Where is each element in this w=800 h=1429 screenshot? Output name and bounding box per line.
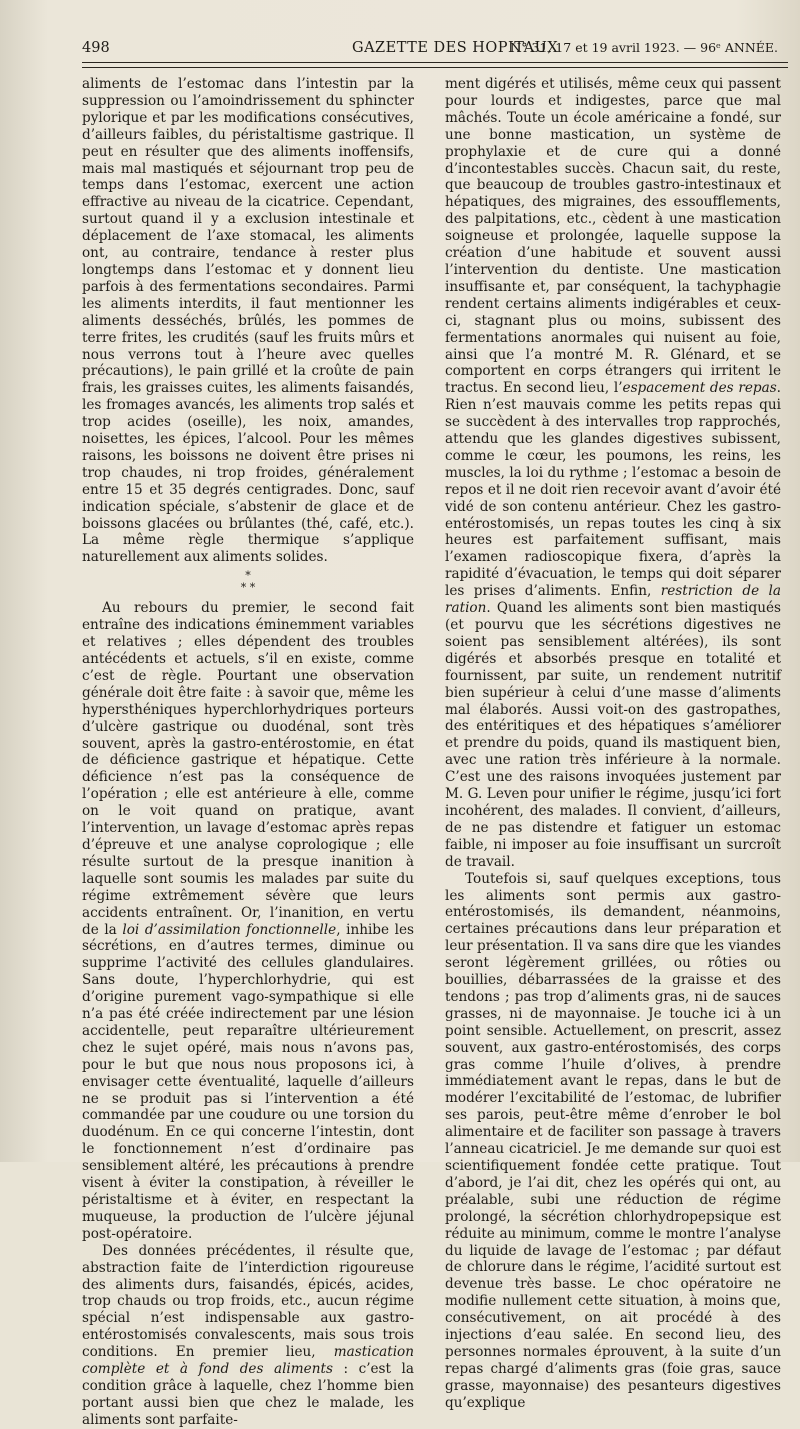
header-rule-thick [82,62,788,63]
emphasis: espacement des repas [622,380,777,397]
text-run: Au rebours du premier, le second fait entraîne des indications éminemment variables et relatives ; elles dépendent des troubles antécédents et actuels, s’il en existe, comme c’est de règle. Pourtant une observation générale doit être faite : à savoir que, même les hypersthéniques hyperchlorhydriques porteurs d’ulcère gastrique ou duodénal, sont très souvent, après la gastro-entérostomie, en état de déficience gastrique et hépatique. Cette déficience n’est pas la conséquence de l’opération ; elle est antérieure à elle, comme on le voit quand on pratique, avant l’intervention, un lavage d’estomac après repas d’épreuve et une analyse coprologique ; elle résulte surtout de la presque inanition à laquelle sont soumis les malades par suite du régime extrêmement sévère que leurs accidents entraînent. Or, l’inanition, en vertu de la [82,600,414,938]
emphasis: mastication complète et à fond des aliments [82,1344,414,1378]
text-run: ment digérés et utilisés, même ceux qui passent pour lourds et indigestes, parce que mal mâchés. Toute un école américaine a fondé, sur une bonne mastication, un système de prophylaxie et de cure qui a donné d’incontestables succès. Chacun sait, du reste, que beaucoup de troubles gastro-intestinaux et hépatiques, des migraines, des essoufflements, des palpitations, etc., cèdent à une mastication soigneuse et prolongée, laquelle suppose la création d’une habitude et souvent aussi l’intervention du dentiste. Une mastication insuffisante et, par conséquent, la tachyphagie rendent certains aliments indigérables et ceux-ci, stagnant plus ou moins, subissent des fermentations anormales qui nuisent au foie, ainsi que l’a montré M. R. Glénard, et se comportent en corps étrangers qui irritent le tractus. En second lieu, l’ [445,76,781,397]
separator-stars: * * [240,581,256,595]
left-column [82,76,414,1429]
text-run: , inhibe les sécrétions, en d’autres termes, diminue ou supprime l’activité des cellules glandulaires. Sans doute, l’hyperchlorhydrie, qui est d’origine purement vago-sympathique si elle n’a pas été créée indirectement par une lésion accidentelle, peut reparaître ultérieurement chez le sujet opéré, mais nous n’avons pas, pour le but que nous nous proposons ici, à envisager cette éventualité, laquelle d’ailleurs ne se produit pas si l’intervention a été commandée par une coudure ou une torsion du duodénum. En ce qui concerne l’intestin, dont le fonctionnement n’est d’ordinaire pas sensiblement altéré, les précautions à prendre visent à éviter la constipation, à réveiller le péristaltisme et à éviter, en respectant la muqueuse, la production de l’ulcère jéjunal post-opératoire. [82,921,414,1242]
text-run: Des données précédentes, il résulte que, abstraction faite de l’interdiction rigoureuse des aliments durs, faisandés, épicés, acides, trop chauds ou trop froids, etc., aucun régime spécial n’est indispensable aux gastro-entérostomisés convalescents, mais sous trois conditions. En premier lieu, [82,1242,414,1361]
text-run: . Rien n’est mauvais comme les petits repas qui se succèdent à des intervalles trop rapprochés, attendu que les glandes digestives subissent, comme le cœur, les poumons, les reins, les muscles, la loi du rythme ; l’estomac a besoin de repos et il ne doit rien recevoir avant d’avoir été vidé de son contenu antérieur. Chez les gastro-entérostomisés, un repas toutes les cinq à six heures est parfaitement suffisant, mais l’examen radioscopique fixera, d’après la rapidité d’évacuation, le temps qui doit séparer les prises d’aliments. Enfin, [445,380,781,600]
text-run: : c’est la condition grâce à laquelle, chez l’homme bien portant aussi bien que chez le malade, les aliments sont parfaite- [82,1361,414,1428]
right-column [445,76,781,1412]
paragraph: Toutefois si, sauf quelques exceptions, tous les aliments sont permis aux gastro-entérostomisés, ils demandent, néanmoins, certaines précautions dans leur préparation et leur présentation. Il va sans dire que les viandes seront légèrement grillées, ou rôties ou bouillies, débarrassées de la graisse et des tendons ; pas trop d’aliments gras, ni de sauces grasses, ni de mayonnaise. Je touche ici à un point sensible. Actuellement, on prescrit, assez souvent, aux gastro-entérostomisés, des corps gras comme l’huile d’olives, à prendre immédiatement avant le repas, dans le but de modérer l’excitabilité de l’estomac, de lubrifier ses parois, peut-être même d’enrober le bol alimentaire et de faciliter son passage à travers l’anneau cicatriciel. Je me demande sur quoi est scientifiquement fondée cette pratique. Tout d’abord, je l’ai dit, chez les opérés qui ont, au préalable, subi une réduction de régime prolongé, la sécrétion chlorhydropepsique est réduite au minimum, comme le montre l’analyse du liquide de lavage de l’estomac ; par défaut de chlorure dans le régime, l’acidité surtout est devenue très basse. Le choc opératoire ne modifie nullement cette situation, à moins que, consécutivement, on ait procédé à des injections d’eau salée. En second lieu, des personnes normales éprouvent, à la suite d’un repas chargé d’aliments gras (foie gras, sauce grasse, mayonnaise) des pesanteurs digestives qu’explique [445,870,781,1411]
text-run: . Quand les aliments sont bien mastiqués (et pourvu que les sécrétions digestives ne soient pas sensiblement altérées), ils sont digérés et absorbés presque en totalité et fournissent, par suite, un rendement nutritif bien supérieur à celui d’une masse d’aliments mal élaborés. Aussi voit-on des gastropathes, des entéritiques et des hépatiques s’améliorer et prendre du poids, quand ils mastiquent bien, avec une ration très inférieure à la normale. C’est une des raisons invoquées justement par M. G. Leven pour unifier le régime, jusqu’ici fort incohérent, des malades. Il convient, d’ailleurs, de ne pas distendre et fatiguer un estomac faible, ni imposer au foie insuffisant un surcroît de travail. [445,600,781,870]
journal-title: GAZETTE DES HOPITAUX [352,40,559,56]
paragraph [82,600,414,1242]
emphasis: restriction de la ration [445,583,781,617]
paragraph: aliments de l’estomac dans l’intestin par la suppression ou l’amoindrissement du sphincter pylorique et par les modifications consécutives, d’ailleurs faibles, du péristaltisme gastrique. Il peut en résulter que des aliments inoffensifs, mais mal mastiqués et séjournant trop peu de temps dans l’estomac, exercent une action effractive au niveau de la cicatrice. Cependant, surtout quand il y a exclusion intestinale et déplacement de l’axe stomacal, les aliments ont, au contraire, tendance à rester plus longtemps dans l’estomac et y donnent lieu parfois à des fermentations secondaires. Parmi les aliments interdits, il faut mentionner les aliments desséchés, brûlés, les pommes de terre frites, les crudités (sauf les fruits mûrs et nous verrons tout à l’heure avec quelles précautions), le pain grillé et la croûte de pain frais, les graisses cuites, les aliments faisandés, les fromages avancés, les aliments trop salés et trop acides (oseille), les noix, amandes, noisettes, les épices, l’alcool. Pour les mêmes raisons, les boissons ne doivent être prises ni trop chaudes, ni trop froides, généralement entre 15 et 35 degrés centigrades. Donc, sauf indication spéciale, s’abstenir de glace et de boissons glacées ou brûlantes (thé, café, etc.). La même règle thermique s’applique naturellement aux aliments solides. [82,76,414,566]
section-separator [82,570,414,594]
separator-star: * [245,569,251,583]
header-rule-thin [82,67,788,68]
page-number: 498 [82,40,110,56]
paragraph [82,1243,414,1429]
issue-info: N° 31, 17 et 19 avril 1923. — 96ᵉ ANNÉE. [510,40,778,55]
emphasis: loi d’assimilation fonctionnelle [122,921,337,938]
paragraph [445,76,781,871]
running-header [82,36,778,60]
